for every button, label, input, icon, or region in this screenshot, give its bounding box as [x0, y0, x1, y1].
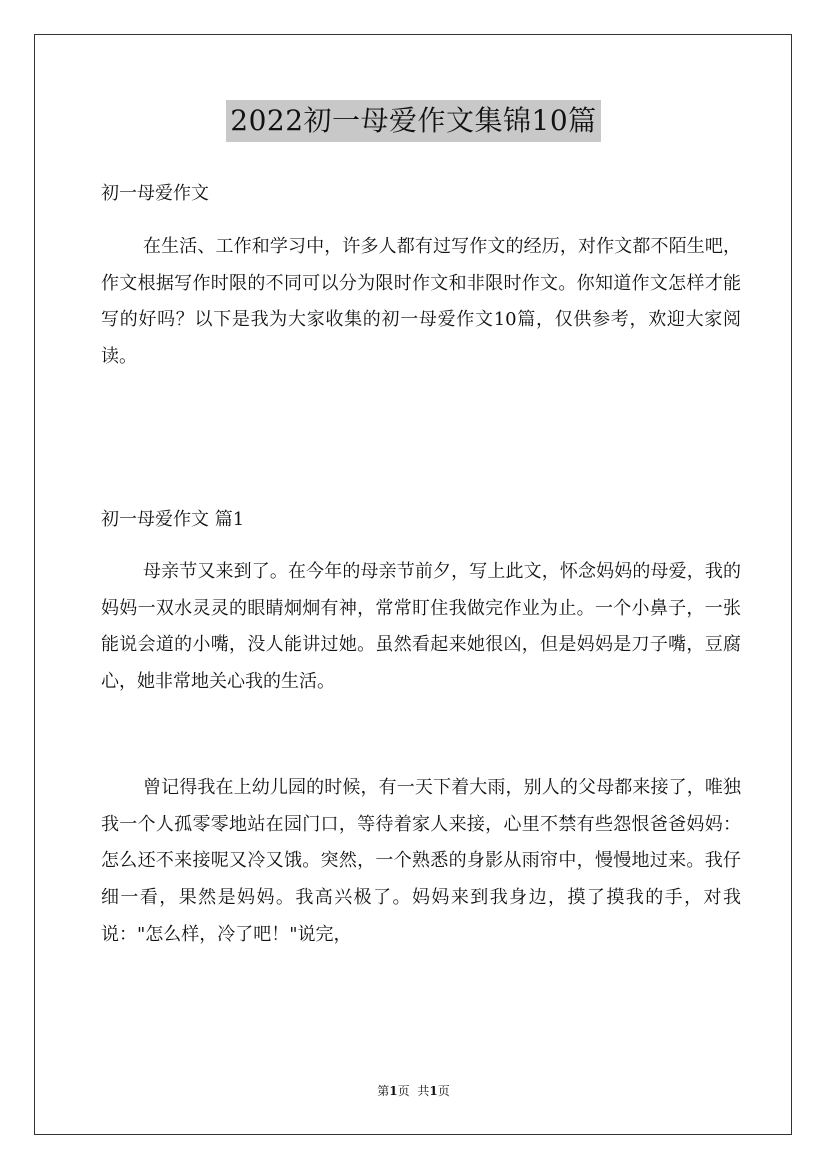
footer-total-number: 1 — [429, 1084, 438, 1098]
page-footer — [0, 1082, 827, 1100]
footer-total-suffix: 页 — [437, 1084, 450, 1098]
document-title: 2022初一母爱作文集锦10篇 — [226, 100, 600, 142]
intro-heading: 初一母爱作文 — [101, 183, 209, 204]
section-1-heading: 初一母爱作文 篇1 — [101, 509, 245, 530]
footer-page-prefix: 第 — [377, 1084, 390, 1098]
title-area — [0, 100, 827, 142]
footer-page-suffix: 页 — [397, 1084, 410, 1098]
footer-page-number: 1 — [389, 1084, 398, 1098]
section-1-paragraph-1: 母亲节又来到了。在今年的母亲节前夕，写上此文，怀念妈妈的母爱，我的妈妈一双水灵灵的眼睛炯炯有神，常常盯住我做完作业为止。一个小鼻子，一张能说会道的小嘴，没人能讲过她。虽然看起来她很凶，但是妈妈是刀子嘴，豆腐心，她非常地关心我的生活。 — [101, 561, 741, 693]
section-1-paragraph-2: 曾记得我在上幼儿园的时候，有一天下着大雨，别人的父母都来接了，唯独我一个人孤零零地站在园门口，等待着家人来接，心里不禁有些怨恨爸爸妈妈：怎么还不来接呢又冷又饿。突然，一个熟悉的身影从雨帘中，慢慢地过来。我仔细一看，果然是妈妈。我高兴极了。妈妈来到我身边，摸了摸我的手，对我说："怎么样，冷了吧！"说完， — [101, 777, 741, 945]
intro-paragraph: 在生活、工作和学习中，许多人都有过写作文的经历，对作文都不陌生吧，作文根据写作时限的不同可以分为限时作文和非限时作文。你知道作文怎样才能写的好吗？以下是我为大家收集的初一母爱作文10篇，仅供参考，欢迎大家阅读。 — [101, 236, 741, 368]
footer-total-prefix: 共 — [417, 1084, 430, 1098]
